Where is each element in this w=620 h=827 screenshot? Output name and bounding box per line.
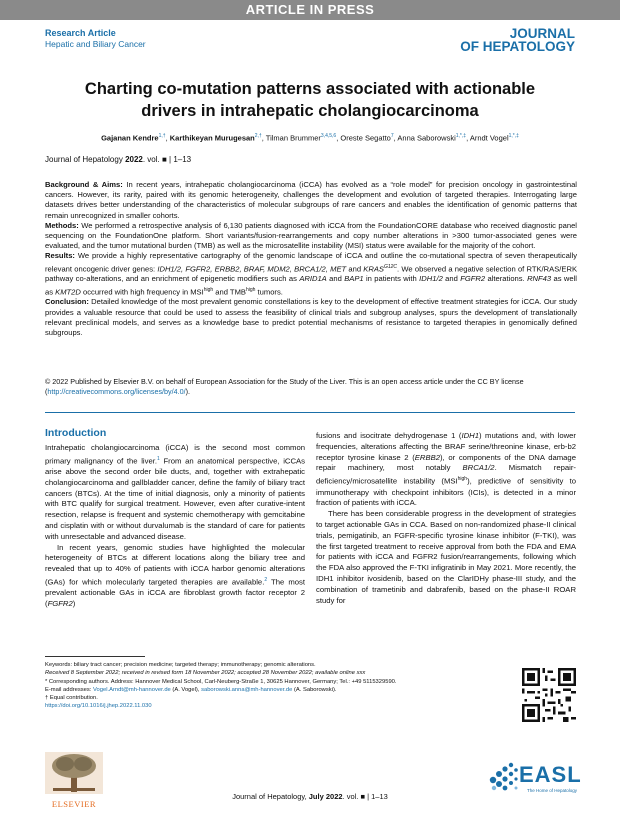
easl-dots-icon (487, 760, 521, 794)
footnotes: Keywords: biliary tract cancer; precision medicine; targeted therapy; immunotherapy; genomic alterations. Received 8 September 2022; received in revised form 18 November 2022; accepted 28 November 2022; available online xxx * Corresponding authors. Address: Hannover Medical School, Carl-Neuberg-Straße 1, 30625 Hannover, Germany; Tel.: +49 5115329590. E-mail addresses: Vogel.Arndt@mh-hannover.de (A. Vogel), saborowski.anna@mh-hannover.de (A. Saborowski). † Equal contribution. https://doi.org/10.1016/j.jhep.2022.11.030 (45, 661, 515, 711)
elsevier-logo: ELSEVIER (45, 752, 103, 809)
footnote-divider (45, 656, 145, 657)
abstract (45, 180, 577, 338)
intro-paragraph-4: There has been considerable progress in the development of strategies to target actionable GAs in CCA. Based on non-randomized phase-II clinical trials, pemigatinib, an FGFR-specific tyrosine kinase inhibitor (F-TKI), was the first targeted treatment to receive approval from both the FDA and EMA for patients with iCCA and FGFR2 fusion/rearrangements, following which the FDA also approved the F-TKI infigratinib in May 2021. More recently, the IDH1 inhibitor ivosidenib, based on the ClarIDHy phase-III study, and the combination of trametinib and dabrafenib, based on the phase-II ROAR study for (316, 509, 576, 605)
reference-link[interactable]: 1 (157, 455, 160, 462)
article-section: Hepatic and Biliary Cancer (45, 39, 146, 49)
intro-paragraph-1: Intrahepatic cholangiocarcinoma (iCCA) is the second most common primary malignancy of the liver.$^1$ From an anatomical perspective, iCCAs arise above the second order bile ducts, and, together with extrahepatic cholangiocarcinoma and gallbladder cancer, define the family of biliary tract cancers (BTCs). At the time of initial diagnosis, only a minority of patients with BTC qualify for surgical treatment. However, even after curative-intent resection, relapse is frequent and systemic chemotherapy with gemcitabine and cisplatin with or without durvalumab is the standard of care for patients with unresectable and advanced disease. (45, 442, 305, 541)
section-divider (45, 412, 575, 413)
easl-wordmark: EASL (519, 762, 582, 787)
journal-reference: Journal of Hepatology 2022. vol. ■ | 1–13 (45, 155, 192, 164)
article-category (45, 28, 146, 50)
qr-code-icon (522, 668, 576, 722)
license-link[interactable]: http://creativecommons.org/licenses/by/4.0/ (47, 387, 186, 396)
page-footer: Journal of Hepatology, July 2022. vol. ■ | 1–13 (232, 792, 388, 801)
intro-paragraph-2: In recent years, genomic studies have highlighted the molecular heterogeneity of BTCs at different locations along the biliary tree and revealed that up to 40% of patients with iCCA harbor genomic alterations (GAs) for which molecularly targeted therapies are available.$^2$ The most prevalent actionable GAs in iCCA are fibroblast growth factor receptor 2 (FGFR2) (45, 542, 305, 609)
easl-tagline: The Home of Hepatology (527, 788, 578, 793)
elsevier-tree-icon (45, 752, 103, 794)
article-type: Research Article (45, 28, 116, 38)
article-in-press-banner: ARTICLE IN PRESS (0, 0, 620, 20)
abstract-results: Results: We provide a highly representative cartography of the genomic landscape of iCCA and outline the co-mutational spectra of seven therapeutically relevant oncogenic driver genes: IDH1/2, FGFR2, ERBB2, BRAF, MDM2, BRCA1/2, MET and $KRAS^{G12C}$. We observed a negative selection of RTK/RAS/ERK pathway co-alterations, and an enrichment of epigenetic modifiers such as ARID1A and BAP1 in patients with IDH1/2 and FGFR2 alterations. RNF43 as well as KMT2D occurred with high frequency in $MSI^{high}$ and $TMB^{high}$ tumors. (45, 251, 578, 297)
abstract-background: Background & Aims: In recent years, intrahepatic cholangiocarcinoma (iCCA) has evolved as a “role model” for precision oncology in gastrointestinal cancers. However, its rarity, paired with its genomic heterogeneity, challenges the development and evolution of targeted therapies. Interrogating large datasets drives better understanding of the characteristics of molecular subgroups of rare cancers and enables the identification of genomic patterns that remain unrecognized in smaller cohorts. (45, 180, 577, 220)
email-link[interactable]: saborowski.anna@mh-hannover.de (201, 686, 293, 693)
journal-logo: JOURNAL OF HEPATOLOGY (460, 26, 575, 54)
doi-link[interactable]: https://doi.org/10.1016/j.jhep.2022.11.030 (45, 703, 152, 710)
author-list: Gajanan Kendre$^{1,\dagger}$, Karthikeyan Murugesan$^{2,\dagger}$, Tilman Brummer$^{3,4,5,6}$, Oreste Segatto$^7$, Anna Saborowski$^{1,*,\ddagger}$, Arndt Vogel$^{1,*,\ddagger}$ (101, 133, 519, 143)
reference-link[interactable]: 2 (264, 576, 268, 583)
intro-left-column (45, 428, 305, 610)
abstract-conclusion: Conclusion: Detailed knowledge of the most prevalent genomic constellations is key to the development of effective treatment strategies for iCCA. Our study provides a valuable resource that could be used to assess the feasibility of clinical trials and subgroup analyses, spurs the development of translationally relevant preclinical models, and serves as a knowledge base to predict potential mechanisms of resistance to targeted therapies in genomically defined subgroups. (45, 297, 577, 337)
intro-paragraph-3: fusions and isocitrate dehydrogenase 1 (IDH1) mutations and, with lower frequencies, alterations affecting the BRAF serine/threonine kinase, erb-b2 receptor tyrosine kinase 2 (ERBB2), or components of the DNA damage repair machinery, most notably BRCA1/2. Mismatch repair-deficiency/microsatellite instability $(MSI^{high})$, predictive of sensitivity to immunotherapy with checkpoint inhibitors (ICIs), is detected in a minor fraction of patients with iCCA. (316, 431, 576, 508)
paper-title: Charting co-mutation patterns associated with actionable drivers in intrahepatic cholangiocarcinoma (84, 80, 536, 120)
copyright-notice: © 2022 Published by Elsevier B.V. on behalf of European Association for the Study of the Liver. This is an open access article under the CC BY license (http://creativecommons.org/licenses/by/4.0/). (45, 377, 524, 396)
intro-right-column (316, 431, 576, 606)
email-link[interactable]: Vogel.Arndt@mh-hannover.de (93, 686, 171, 693)
introduction-heading: Introduction (45, 427, 107, 439)
easl-logo (487, 758, 582, 802)
abstract-methods: Methods: We performed a retrospective analysis of 6,130 patients diagnosed with iCCA from the FoundationCORE database who received diagnostic panel sequencing on the FoundationOne platform. Short variants/fusion-rearrangements and copy number alterations in >300 tumor-associated genes were evaluated, and the tumor mutational burden (TMB) as well as the microsatellite instability (MSI) status were available for the majority of the cohort. (45, 220, 577, 251)
